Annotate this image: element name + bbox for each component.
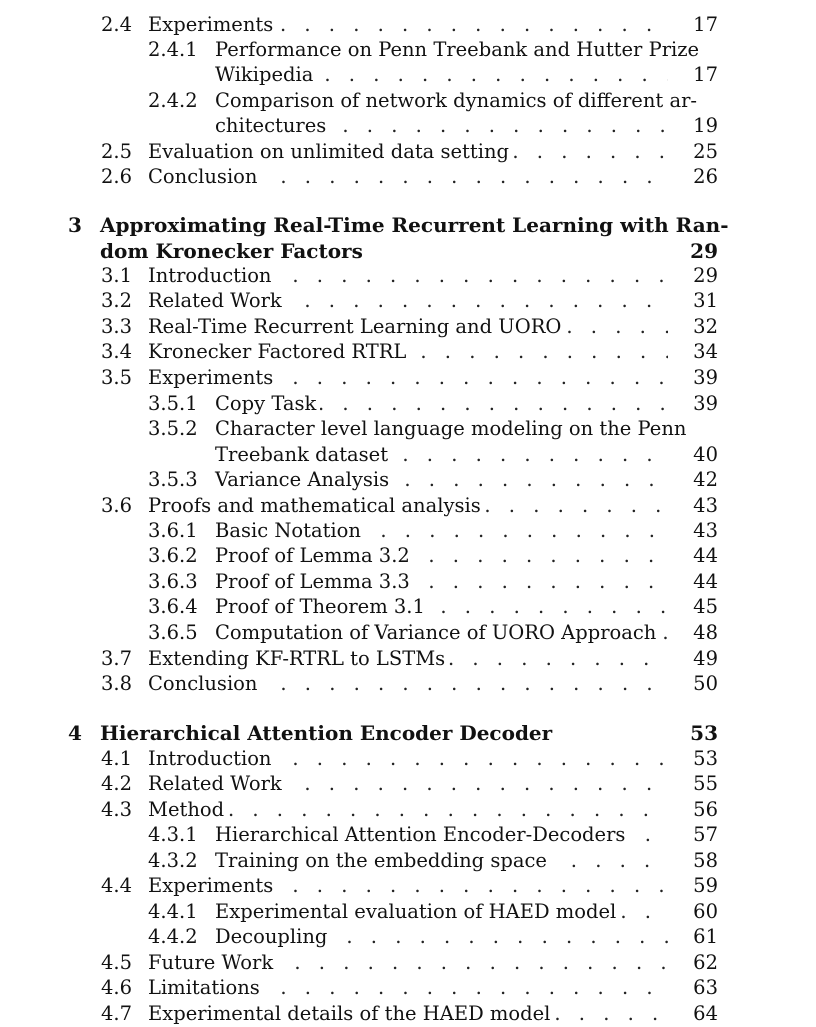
entry-page: 31 [687, 288, 718, 314]
entry-title: Kronecker Factored RTRL [148, 339, 410, 365]
entry-page: 53 [687, 746, 718, 772]
entry-title: Experimental details of the HAED model [148, 1001, 554, 1027]
entry-page: 48 [687, 620, 718, 646]
leader-dots [318, 391, 668, 417]
entry-title: Experiments [148, 873, 277, 899]
entry-page: 64 [687, 1001, 718, 1027]
entry-page: 50 [687, 671, 718, 697]
toc-entry[interactable] [0, 671, 816, 697]
entry-title: Proof of Theorem 3.1 [215, 594, 429, 620]
toc-entry[interactable] [0, 263, 816, 289]
entry-page: 43 [687, 518, 718, 544]
entry-number: 3.7 [101, 647, 133, 670]
toc-entry[interactable] [0, 88, 816, 114]
entry-title: Experiments [148, 365, 277, 391]
entry-number: 3.1 [101, 264, 133, 287]
entry-page: 60 [687, 899, 718, 925]
leader-dots [268, 873, 668, 899]
leader-dots [448, 646, 668, 672]
entry-title: Evaluation on unlimited data setting [148, 139, 513, 165]
leader-dots [280, 288, 668, 314]
leader-dots [460, 493, 668, 519]
toc-entry[interactable] [0, 924, 816, 950]
entry-title: Experiments [148, 12, 277, 38]
entry-page: 43 [687, 493, 718, 519]
entry-title: Introduction [148, 746, 276, 772]
toc-entry[interactable] [0, 365, 816, 391]
toc-entry[interactable] [0, 314, 816, 340]
chapter-entry-continuation[interactable] [0, 238, 816, 264]
entry-page: 39 [687, 365, 718, 391]
entry-title: Training on the embedding space [215, 848, 551, 874]
entry-title: Copy Task [215, 391, 320, 417]
entry-page: 29 [687, 263, 718, 289]
entry-number: 3.2 [101, 289, 133, 312]
entry-number: 4.4.1 [148, 900, 198, 923]
entry-page: 34 [687, 339, 718, 365]
toc-entry[interactable] [0, 975, 816, 1001]
entry-number: 3.5.3 [148, 468, 198, 491]
leader-dots [488, 139, 668, 165]
toc-entry[interactable] [0, 746, 816, 772]
toc-entry[interactable] [0, 873, 816, 899]
entry-number: 3.5 [101, 366, 133, 389]
chapter-page: 53 [684, 720, 718, 746]
entry-title: Experimental evaluation of HAED model [215, 899, 620, 925]
entry-title: Limitations [148, 975, 264, 1001]
leader-dots [322, 924, 668, 950]
leader-dots [280, 12, 668, 38]
entry-page: 26 [687, 164, 718, 190]
leader-dots [300, 62, 668, 88]
toc-entry[interactable] [0, 620, 816, 646]
entry-number: 3.6.4 [148, 595, 198, 618]
leader-dots [380, 467, 668, 493]
toc-entry[interactable] [0, 139, 816, 165]
toc-entry[interactable] [0, 339, 816, 365]
toc-entry[interactable] [0, 518, 816, 544]
entry-number: 3.6 [101, 494, 133, 517]
entry-title: Future Work [148, 950, 277, 976]
entry-number: 4.3.1 [148, 823, 198, 846]
entry-title: Proofs and mathematical analysis [148, 493, 485, 519]
leader-dots [318, 113, 668, 139]
entry-number: 4.4 [101, 874, 133, 897]
entry-title: Character level language modeling on the Penn [215, 416, 690, 442]
toc-entry[interactable] [0, 950, 816, 976]
entry-page: 17 [687, 12, 718, 38]
toc-entry[interactable] [0, 493, 816, 519]
entry-number: 4.7 [101, 1002, 133, 1025]
chapter-page: 29 [684, 238, 718, 264]
entry-number: 4.5 [101, 951, 133, 974]
entry-page: 17 [687, 62, 718, 88]
entry-page: 58 [687, 848, 718, 874]
entry-title: Real-Time Recurrent Learning and UORO [148, 314, 565, 340]
toc-entry[interactable] [0, 848, 816, 874]
entry-page: 45 [687, 594, 718, 620]
leader-dots [256, 671, 668, 697]
entry-title: Hierarchical Attention Encoder-Decoders [215, 822, 629, 848]
toc-entry[interactable] [0, 467, 816, 493]
entry-title: Method [148, 797, 228, 823]
toc-entry[interactable] [0, 12, 816, 38]
toc-entry[interactable] [0, 797, 816, 823]
entry-page: 56 [687, 797, 718, 823]
entry-number: 2.4.2 [148, 89, 198, 112]
entry-number: 3.5.2 [148, 417, 198, 440]
entry-number: 3.6.2 [148, 544, 198, 567]
entry-page: 19 [687, 113, 718, 139]
entry-page: 44 [687, 569, 718, 595]
entry-title: Proof of Lemma 3.2 [215, 543, 414, 569]
toc-entry-continuation[interactable] [0, 113, 816, 139]
chapter-title: dom Kronecker Factors [100, 239, 363, 263]
entry-title: Conclusion [148, 671, 261, 697]
toc-entry[interactable] [0, 391, 816, 417]
entry-title: Proof of Lemma 3.3 [215, 569, 414, 595]
entry-title: Introduction [148, 263, 276, 289]
entry-number: 2.5 [101, 140, 133, 163]
leader-dots [270, 950, 668, 976]
entry-page: 32 [687, 314, 718, 340]
entry-page: 42 [687, 467, 718, 493]
entry-title: Related Work [148, 288, 286, 314]
leader-dots [256, 164, 668, 190]
entry-number: 2.4 [101, 13, 133, 36]
leader-dots [228, 797, 668, 823]
entry-page: 63 [687, 975, 718, 1001]
entry-page: 25 [687, 139, 718, 165]
entry-number: 3.6.5 [148, 621, 198, 644]
chapter-number: 3 [68, 213, 82, 237]
leader-dots [268, 263, 668, 289]
chapter-title: Approximating Real-Time Recurrent Learning with Ran- [100, 213, 729, 237]
entry-number: 2.4.1 [148, 38, 198, 61]
toc-entry[interactable] [0, 646, 816, 672]
entry-number: 3.8 [101, 672, 133, 695]
entry-title: Related Work [148, 771, 286, 797]
toc-entry[interactable] [0, 543, 816, 569]
leader-dots [356, 518, 668, 544]
entry-page: 49 [687, 646, 718, 672]
entry-page: 40 [687, 442, 718, 468]
toc-entry-continuation[interactable] [0, 442, 816, 468]
chapter-title: Hierarchical Attention Encoder Decoder [100, 721, 553, 745]
entry-number: 4.1 [101, 747, 133, 770]
toc-entry[interactable] [0, 164, 816, 190]
entry-page: 55 [687, 771, 718, 797]
entry-title: Decoupling [215, 924, 331, 950]
entry-number: 3.3 [101, 315, 133, 338]
leader-dots [404, 543, 668, 569]
leader-dots [256, 975, 668, 1001]
entry-title: chitectures [215, 113, 330, 139]
toc-entry[interactable] [0, 771, 816, 797]
toc-entry[interactable] [0, 899, 816, 925]
toc-entry-continuation[interactable] [0, 62, 816, 88]
entry-page: 57 [687, 822, 718, 848]
entry-title: Performance on Penn Treebank and Hutter Prize [215, 37, 703, 63]
entry-page: 59 [687, 873, 718, 899]
entry-number: 3.6.3 [148, 570, 198, 593]
toc-entry[interactable] [0, 822, 816, 848]
toc-entry[interactable] [0, 1001, 816, 1027]
chapter-entry[interactable] [0, 212, 816, 238]
entry-number: 4.4.2 [148, 925, 198, 948]
entry-title: Conclusion [148, 164, 261, 190]
toc-entry[interactable] [0, 416, 816, 442]
toc-entry[interactable] [0, 569, 816, 595]
leader-dots [280, 771, 668, 797]
entry-title: Variance Analysis [215, 467, 393, 493]
entry-number: 4.2 [101, 772, 133, 795]
entry-number: 4.3 [101, 798, 133, 821]
entry-number: 4.3.2 [148, 849, 198, 872]
entry-title: Comparison of network dynamics of different ar- [215, 88, 701, 114]
entry-page: 44 [687, 543, 718, 569]
entry-number: 3.6.1 [148, 519, 198, 542]
entry-number: 4.6 [101, 976, 133, 999]
leader-dots [396, 339, 668, 365]
entry-number: 2.6 [101, 165, 133, 188]
toc-entry[interactable] [0, 37, 816, 63]
entry-page: 61 [687, 924, 718, 950]
chapter-entry[interactable] [0, 720, 816, 746]
leader-dots [404, 569, 668, 595]
entry-number: 3.5.1 [148, 392, 198, 415]
leader-dots [268, 746, 668, 772]
entry-title: Computation of Variance of UORO Approach [215, 620, 660, 646]
entry-title: Treebank dataset [215, 442, 392, 468]
chapter-number: 4 [68, 721, 82, 745]
leader-dots [268, 365, 668, 391]
entry-title: Extending KF-RTRL to LSTMs [148, 646, 449, 672]
entry-number: 3.4 [101, 340, 133, 363]
toc-entry[interactable] [0, 594, 816, 620]
entry-page: 62 [687, 950, 718, 976]
toc-entry[interactable] [0, 288, 816, 314]
leader-dots [416, 594, 668, 620]
entry-title: Basic Notation [215, 518, 365, 544]
entry-page: 39 [687, 391, 718, 417]
leader-dots [378, 442, 668, 468]
entry-title: Wikipedia [215, 62, 317, 88]
